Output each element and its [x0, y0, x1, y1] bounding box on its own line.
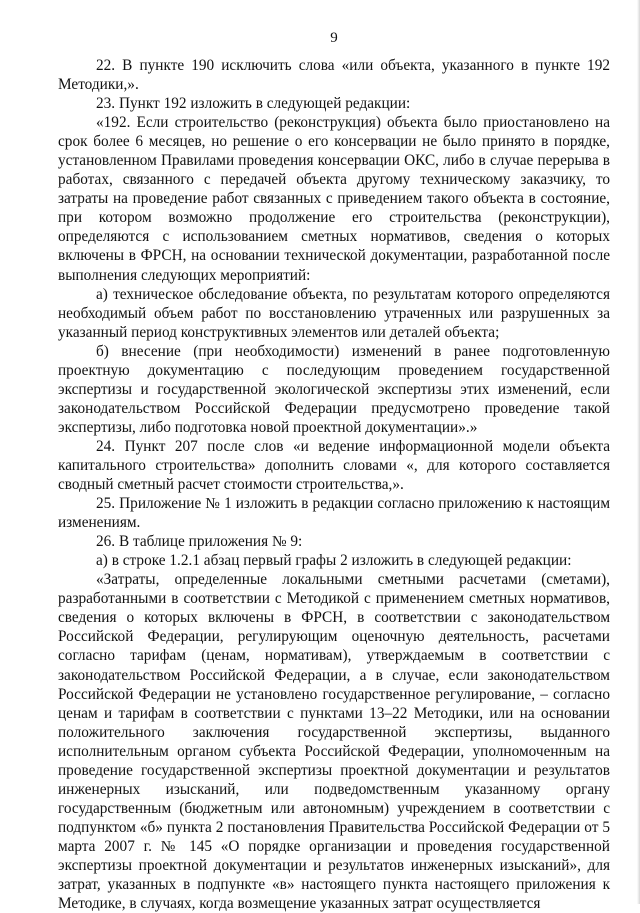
paragraph-subclause-b: б) внесение (при необходимости) изменений в ранее подготовленную проектную документацию с последующим проведением государственной экспертизы и государственной экологической экспертизы этих изменений, если законодательством Российской Федерации предусмотрено проведение такой экспертизы, либо подготовка новой проектной документации».» — [58, 342, 610, 436]
paragraph-quoted-costs: «Затраты, определенные локальными сметными расчетами (сметами), разработанными в соответствии с Методикой с применением сметных нормативов, сведения о которых включены в ФРСН, в соответствии с законодательством Российской Федерации, регулирующим оценочную деятельность, расчетами согласно тарифам (ценам, нормативам), утверждаемым в соответствии с законодательством Российской Федерации, а в случае, если законодательством Российской Федерации не установлено государственное регулирование, – согласно ценам и тарифам в соответствии с пунктами 13–22 Методики, или на основании положительного заключения государственной экспертизы, выданного исполнительным органом субъекта Российской Федерации, уполномоченным на проведение государственной экспертизы проектной документации и результатов инженерных изысканий, или подведомственным указанному органу государственным (бюджетным или автономным) учреждением в соответствии с подпунктом «б» пункта 2 постановления Правительства Российской Федерации от 5 марта 2007 г. № 145 «О порядке организации и проведения государственной экспертизы проектной документации и результатов инженерных изысканий», для затрат, указанных в подпункте «в» настоящего пункта настоящего приложения к Методике, в случаях, когда возмещение указанных затрат осуществляется — [58, 571, 610, 913]
paragraph-item-25: 25. Приложение № 1 изложить в редакции согласно приложению к настоящим изменениям. — [58, 495, 610, 532]
document-body — [58, 56, 610, 913]
paragraph-item-22: 22. В пункте 190 исключить слова «или объекта, указанного в пункте 192 Методики,». — [58, 57, 610, 94]
paragraph-subclause-a: а) техническое обследование объекта, по результатам которого определяются необходимый объем работ по восстановлению утраченных или разрушенных за указанный период конструктивных элементов или деталей объекта; — [58, 285, 610, 341]
page-number: 9 — [330, 30, 338, 46]
paragraph-item-24: 24. Пункт 207 после слов «и ведение информационной модели объекта капитального строительства» дополнить словами «, для которого составляется сводный сметный расчет стоимости строительства,». — [58, 437, 610, 494]
paragraph-item-23: 23. Пункт 192 изложить в следующей редакции: — [96, 95, 411, 113]
paragraph-item-26-a: а) в строке 1.2.1 абзац первый графы 2 изложить в следующей редакции: — [96, 552, 572, 570]
paragraph-clause-192: «192. Если строительство (реконструкция) объекта было приостановлено на срок более 6 месяцев, но решение о его консервации не было принято в порядке, установленном Правилами проведения консервации ОКС, либо в случае перерыва в работах, связанного с передачей объекта другому техническому заказчику, то затраты на проведение работ связанных с приведением такого объекта в состояние, при котором возможно продолжение его строительства (реконструкции), определяются с использованием сметных нормативов, сведения о которых включены в ФРСН, на основании технической документации, разработанной после выполнения следующих мероприятий: — [58, 114, 610, 284]
paragraph-item-26: 26. В таблице приложения № 9: — [96, 533, 303, 551]
